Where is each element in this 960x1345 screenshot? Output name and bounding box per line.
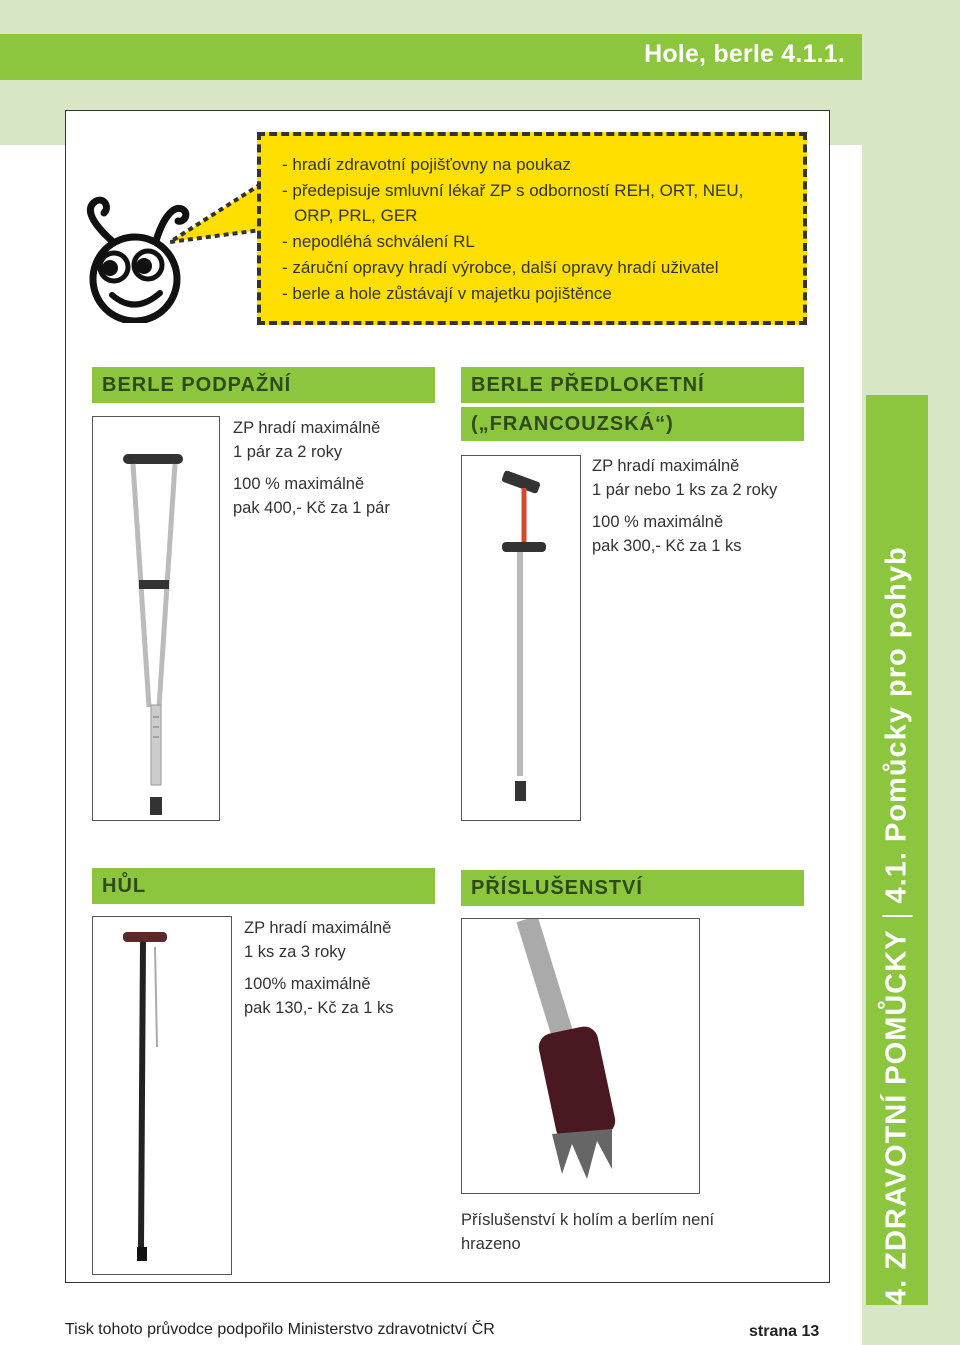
footer-text: Tisk tohoto průvodce podpořilo Ministerstvo zdravotnictví ČR [65, 1321, 495, 1338]
hul-info [244, 916, 394, 1020]
bubble-line: - berle a hole zůstávají v majetku pojištěnce [282, 283, 612, 303]
info-line: pak 400,- Kč za 1 pár [233, 499, 390, 517]
bubble-line: - nepodléhá schválení RL [282, 232, 475, 252]
page-title: Hole, berle 4.1.1. [644, 40, 845, 68]
info-line: 1 ks za 3 roky [244, 943, 346, 961]
info-line: pak 300,- Kč za 1 ks [592, 537, 742, 555]
berle-predloketni-info [592, 454, 777, 558]
info-line: 100 % maximálně [592, 513, 724, 531]
info-line: ZP hradí maximálně [244, 919, 392, 937]
section-heading-hul: HŮL [92, 868, 435, 904]
info-line: 100% maximálně [244, 975, 371, 993]
info-line: hrazeno [461, 1235, 521, 1253]
bubble-text [282, 152, 743, 306]
side-section-label: 4.1. Pomůcky pro pohyb [880, 546, 913, 904]
section-heading-berle-predloketni: BERLE PŘEDLOKETNÍ [461, 367, 804, 403]
info-line: 1 pár nebo 1 ks za 2 roky [592, 481, 778, 499]
forearm-crutch-image [462, 456, 580, 820]
side-chapter-label: 4. ZDRAVOTNÍ POMŮCKY [880, 929, 913, 1305]
berle-podpazni-info [233, 416, 390, 520]
side-separator [883, 915, 913, 917]
accessory-image-box [461, 918, 700, 1194]
cane-image-box [92, 916, 232, 1275]
crutch-image [93, 417, 219, 820]
info-line: 1 pár za 2 roky [233, 443, 343, 461]
page-number: strana 13 [749, 1323, 820, 1340]
smiley-icon [82, 193, 192, 323]
bubble-line: - hradí zdravotní pojišťovny na poukaz [282, 155, 571, 174]
info-line: ZP hradí maximálně [592, 457, 740, 475]
bubble-line: - předepisuje smluvní lékař ZP s odborností REH, ORT, NEU, [282, 180, 744, 200]
cane-image [93, 917, 231, 1274]
info-line: pak 130,- Kč za 1 ks [244, 999, 394, 1017]
bubble-line: - záruční opravy hradí výrobce, další opravy hradí uživatel [282, 257, 719, 277]
section-heading-berle-podpazni: BERLE PODPAŽNÍ [92, 367, 435, 403]
section-heading-prislusenstvi: PŘÍSLUŠENSTVÍ [461, 870, 804, 906]
info-line: 100 % maximálně [233, 475, 365, 493]
bubble-line: ORP, PRL, GER [294, 206, 418, 226]
side-label [866, 395, 928, 1305]
crutch-image-box [92, 416, 220, 821]
forearm-crutch-image-box [461, 455, 581, 821]
ice-tip-image [462, 919, 699, 1193]
prislusenstvi-info [461, 1208, 714, 1256]
info-line: Příslušenství k holím a berlím není [461, 1211, 715, 1229]
info-line: ZP hradí maximálně [233, 419, 381, 437]
section-subheading-francouzska: („FRANCOUZSKÁ“) [461, 407, 804, 441]
